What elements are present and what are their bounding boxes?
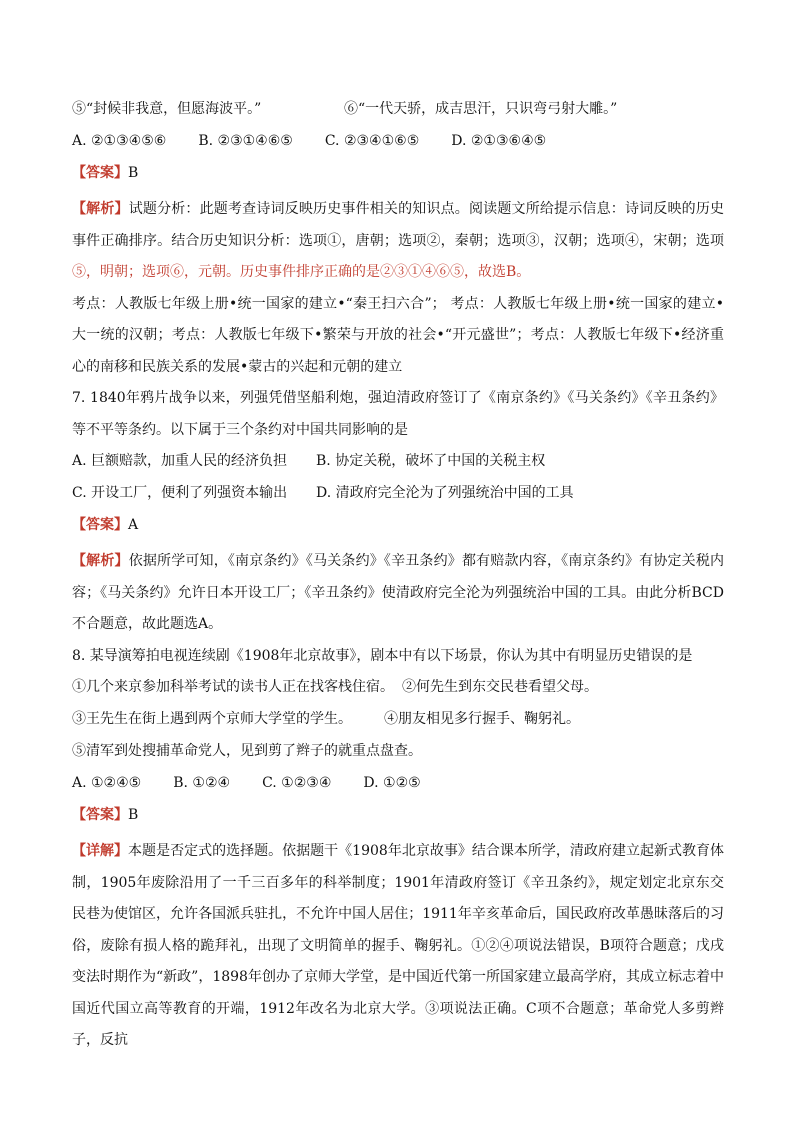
q7-option-d: D. 清政府完全沦为了列强统治中国的工具 xyxy=(316,485,574,501)
q8-scene-3: ③王先生在街上遇到两个京师大学堂的学生。 xyxy=(72,711,352,727)
q8-option-b: B. ①②④ xyxy=(173,775,231,791)
q7-answer-tag: 【答案】 xyxy=(72,517,128,533)
q8-option-d: D. ①②⑤ xyxy=(363,775,421,791)
q6-kaodian: 考点：人教版七年级上册•统一国家的建立•“秦王扫六合”； 考点：人教版七年级上册•统一国家的建立•大一统的汉朝；考点：人教版七年级下•繁荣与开放的社会•“开元盛世”；考点：人教版七年级下•经济重心的南移和民族关系的发展•蒙古的兴起和元朝的建立 xyxy=(72,295,724,375)
q8-answer-tag: 【答案】 xyxy=(72,807,128,823)
q7-option-b: B. 协定关税，破坏了中国的关税主权 xyxy=(316,453,546,469)
q7-analysis-tag: 【解析】 xyxy=(72,553,129,569)
q8-option-c: C. ①②③④ xyxy=(262,775,332,791)
q7-analysis xyxy=(72,546,724,641)
q6-option-c: C. ②③④①⑥⑤ xyxy=(324,133,420,149)
q6-item-6: ⑥“一代天骄，成吉思汗，只识弯弓射大雕。” xyxy=(344,101,618,117)
q8-stem: 8. 某导演筹拍电视连续剧《1908年北京故事》，剧本中有以下场景，你认为其中有明显历史错误的是 xyxy=(72,647,693,664)
q8-options xyxy=(72,772,724,794)
q7-options-row-1 xyxy=(72,450,724,472)
q8-detail-tag: 【详解】 xyxy=(72,843,129,859)
q8-answer xyxy=(72,804,724,826)
q8-detail-text: 本题是否定式的选择题。依据题干《1908年北京故事》结合课本所学，清政府建立起新式教育体制，1905年废除沿用了一千三百多年的科举制度；1901年清政府签订《辛丑条约》，规定划定北京东交民巷为使馆区，允许各国派兵驻扎，不允许中国人居住；1911年辛亥革命后，国民政府改革愚昧落后的习俗，废除有损人格的跪拜礼，出现了文明简单的握手、鞠躬礼。①②④项说法错误，B项符合题意；戊戌变法时期作为“新政”，1898年创办了京师大学堂，是中国近代第一所国家建立最高学府，其成立标志着中国近代国立高等教育的开端，1912年改名为北京大学。③项说法正确。C项不合题意；革命党人多剪辫子，反抗 xyxy=(72,843,725,1048)
q6-analysis-tag: 【解析】 xyxy=(72,201,129,217)
q6-analysis-text-2: ⑤，明朝；选项⑥，元朝。历史事件排序正确的是②③①④⑥⑤，故选B。 xyxy=(72,264,531,280)
q8-scene-4: ④朋友相见多行握手、鞠躬礼。 xyxy=(384,711,580,727)
q8-scenes-row-2 xyxy=(72,708,724,730)
q6-option-b: B. ②③①④⑥⑤ xyxy=(198,133,293,149)
q8-scene-2: ②何先生到东交民巷看望父母。 xyxy=(402,679,598,695)
q6-option-a: A. ②①③④⑤⑥ xyxy=(72,133,167,149)
q7-option-a: A. 巨额赔款，加重人民的经济负担 xyxy=(72,453,288,469)
q7-answer-value: A xyxy=(128,517,139,533)
q6-items-row xyxy=(72,98,724,120)
q7-answer xyxy=(72,514,724,536)
q7-option-c: C. 开设工厂，便利了列强资本输出 xyxy=(72,485,288,501)
document-page xyxy=(72,98,724,1057)
q7-stem: 7. 1840年鸦片战争以来，列强凭借坚船利炮，强迫清政府签订了《南京条约》《马关条约》《辛丑条约》等不平等条约。以下属于三个条约对中国共同影响的是 xyxy=(72,390,724,438)
q6-analysis xyxy=(72,194,724,289)
q6-analysis-text-1: 试题分析：此题考查诗词反映历史事件相关的知识点。阅读题文所给提示信息：诗词反映的历史事件正确排序。结合历史知识分析：选项①，唐朝；选项②，秦朝；选项③，汉朝；选项④，宋朝；选项 xyxy=(72,201,725,249)
q8-detail xyxy=(72,836,724,1057)
q6-answer xyxy=(72,162,724,184)
q7-analysis-text: 依据所学可知，《南京条约》《马关条约》《辛丑条约》都有赔款内容，《南京条约》有协定关税内容；《马关条约》允许日本开设工厂；《辛丑条约》使清政府完全沦为列强统治中国的工具。由此分析BCD不合题意，故此题选A。 xyxy=(72,553,725,632)
q8-option-a: A. ①②④⑤ xyxy=(72,775,142,791)
q8-scene-5: ⑤清军到处搜捕革命党人，见到剪了辫子的就重点盘查。 xyxy=(72,743,422,759)
q6-answer-tag: 【答案】 xyxy=(72,165,128,181)
q6-options xyxy=(72,130,724,152)
q8-answer-value: B xyxy=(128,807,139,823)
q8-scene-1: ①几个来京参加科举考试的读书人正在找客栈住宿。 xyxy=(72,679,394,695)
q6-item-5: ⑤“封候非我意，但愿海波平。” xyxy=(72,101,262,117)
q6-option-d: D. ②①③⑥④⑤ xyxy=(451,133,547,149)
q8-scenes-row-1 xyxy=(72,676,724,698)
q7-options-row-2 xyxy=(72,482,724,504)
q6-answer-value: B xyxy=(128,165,139,181)
